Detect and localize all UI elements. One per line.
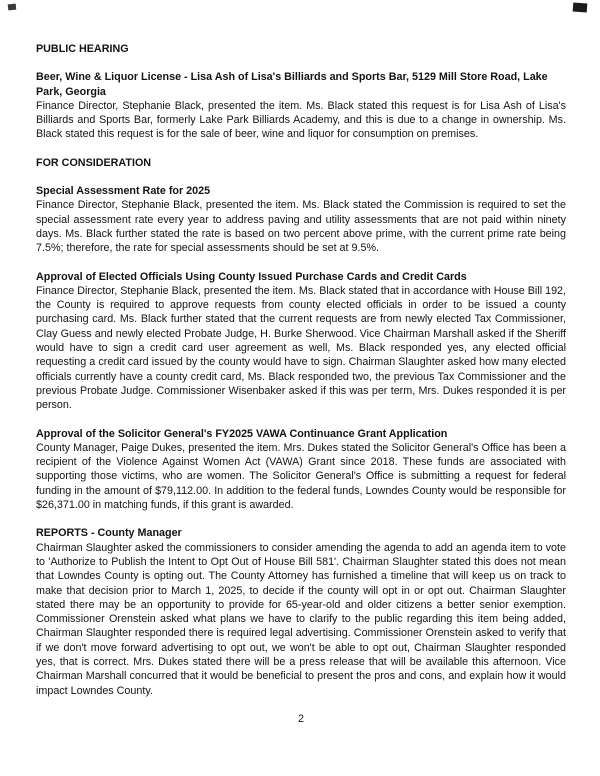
page-number: 2	[298, 712, 304, 725]
item-title-liquor-license: Beer, Wine & Liquor License - Lisa Ash of Lisa's Billiards and Sports Bar, 5129 Mill Store Road, Lake Park, Georgia	[36, 71, 548, 98]
item-body-special-assessment: Finance Director, Stephanie Black, presented the item. Ms. Black stated the Commission is required to set the special assessment rate every year to address paving and utility assessments that are not paid within ninety days. Ms. Black further stated the rate is based on two percent above prime, with the current prime rate being 7.5%; therefore, the rate for special assessments should be set at 9.5%.	[36, 199, 566, 255]
section-heading-for-consideration: FOR CONSIDERATION	[36, 156, 152, 169]
item-body-liquor-license: Finance Director, Stephanie Black, presented the item. Ms. Black stated this request is for Lisa Ash of Lisa's Billiards and Sports Bar, formerly Lake Park Billiards Academy, and this is due to a change in ownership. Ms. Black stated this request is for the sale of beer, wine and liquor for consumption on premises.	[36, 99, 566, 141]
scan-artifact-top-right-icon	[573, 3, 588, 13]
item-body-purchase-cards: Finance Director, Stephanie Black, presented the item. Ms. Black stated that in accordance with House Bill 192, the County is required to approve requests from county elected officials in order to be issued a county purchasing card. Ms. Black further stated that the current requests are from newly elected Tax Commissioner, Clay Guess and newly elected Probate Judge, H. Burke Sherwood. Vice Chairman Marshall asked if the Sheriff would have to sign a credit card user agreement as well, Ms. Black responded yes, any elected official requesting a credit card issued by the county would have to sign. Chairman Slaughter asked how many elected officials currently have a county credit card, Ms. Black responded two, the previous Tax Commissioner and the previous Probate Judge. Commissioner Wisenbaker asked if this was per term, Mrs. Dukes responded it is per person.	[36, 284, 567, 412]
section-heading-public-hearing: PUBLIC HEARING	[36, 43, 129, 55]
section-reports-county-manager	[36, 526, 566, 698]
agenda-item-vawa-grant	[36, 427, 566, 513]
item-title-special-assessment: Special Assessment Rate for 2025	[36, 185, 211, 198]
section-body-reports: Chairman Slaughter asked the commissioners to consider amending the agenda to add an agenda item to vote to 'Authorize to Publish the Intent to Opt Out of House Bill 581'. Chairman Slaughter stated this does not mean that Lowndes County is opting out. The County Attorney has furnished a timeline that will keep us on track to make that decision prior to March 1, 2025, to decide if the county will opt in or opt out. Chairman Slaughter stated there may be an opportunity to provide for 65-year-old and older citizens a better senior exemption. Commissioner Orenstein asked what plans we have to clarify to the public regarding this item being added, Chairman Slaughter responded there is required legal advertising. Commissioner Orenstein asked to verify that if we don't move forward advertising to opt out, we won't be able to opt out, Chairman Slaughter responded yes, that is correct. Mrs. Dukes stated there will be a press release that will be available this afternoon. Vice Chairman Marshall concurred that it would be beneficial to present the pros and cons, and explain how it would impact Lowndes County.	[36, 541, 566, 697]
item-title-purchase-cards: Approval of Elected Officials Using County Issued Purchase Cards and Credit Cards	[36, 270, 467, 283]
agenda-item-purchase-cards	[36, 270, 566, 413]
agenda-item-liquor-license	[36, 70, 566, 141]
agenda-item-special-assessment	[36, 184, 566, 255]
item-body-vawa-grant: County Manager, Paige Dukes, presented the item. Mrs. Dukes stated the Solicitor General's Office has been a recipient of the Violence Against Women Act (VAWA) Grant since 2018. These funds are associated with supporting those victims, who are women. The Solicitor General's Office is submitting a request for federal funding in the amount of $79,112.00. In addition to the federal funds, Lowndes County would be responsible for $26,371.00 in matching funds, if this grant is awarded.	[36, 441, 566, 512]
scan-artifact-top-left-icon	[8, 4, 17, 11]
section-heading-reports: REPORTS - County Manager	[36, 527, 182, 540]
item-title-vawa-grant: Approval of the Solicitor General's FY2025 VAWA Continuance Grant Application	[36, 427, 448, 440]
